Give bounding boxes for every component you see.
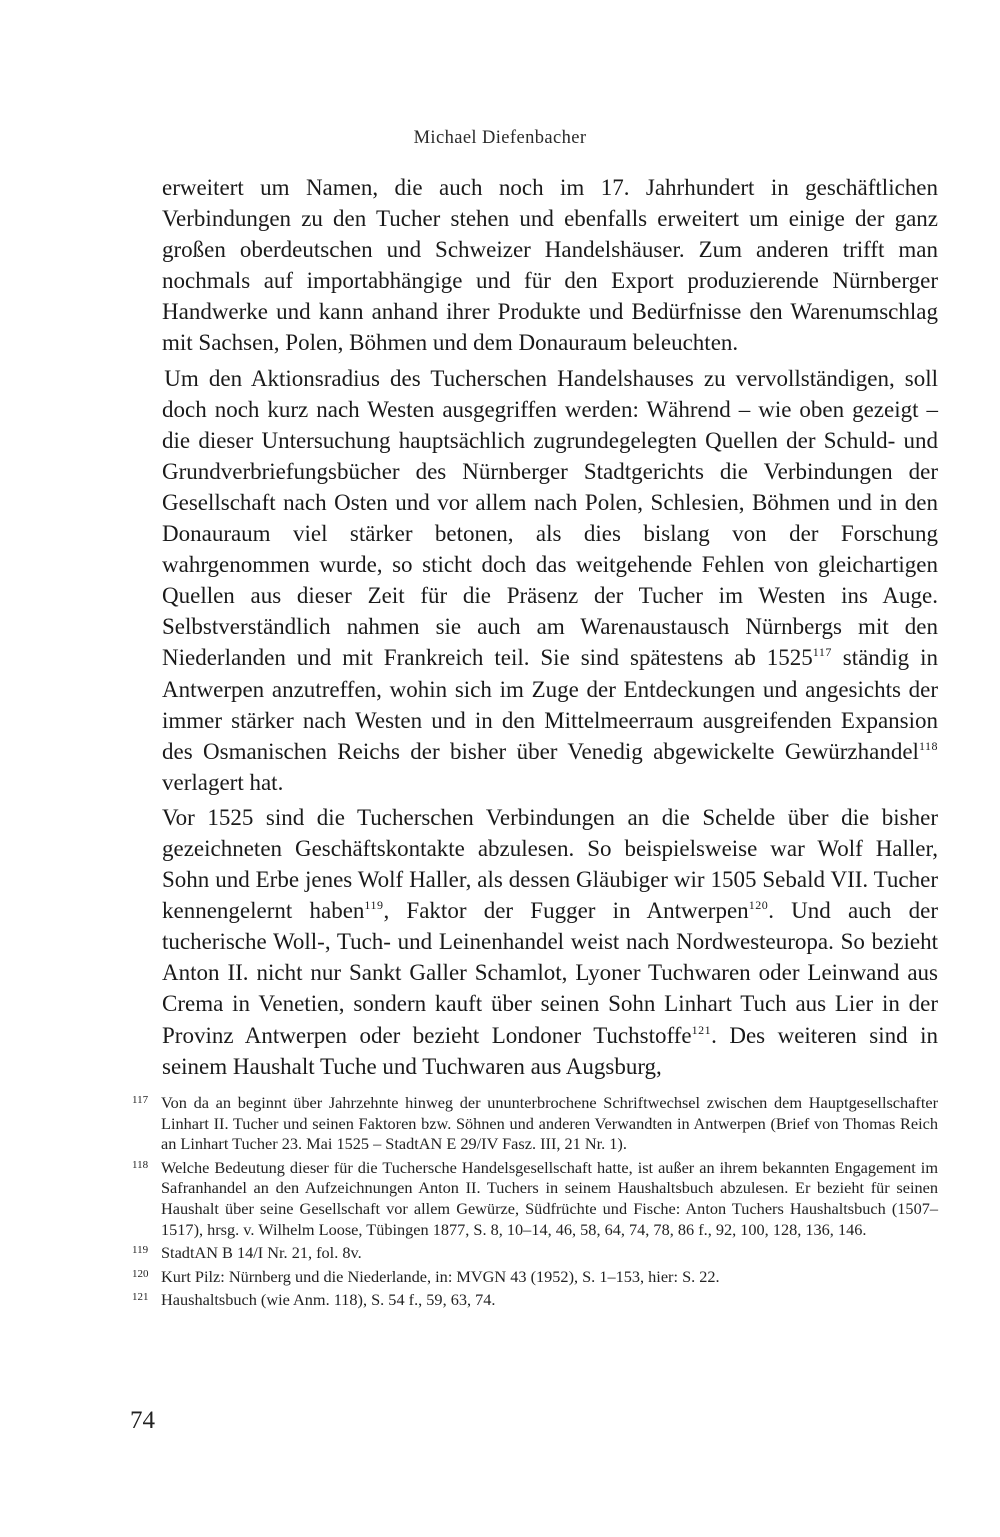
- footnote-number: 117: [132, 1094, 149, 1106]
- footnote-ref: 120: [748, 898, 769, 913]
- footnote-text: StadtAN B 14/I Nr. 21, fol. 8v.: [161, 1243, 362, 1263]
- footnote-number: 118: [132, 1158, 149, 1171]
- paragraph-1: [162, 172, 938, 359]
- footnote-number: 120: [132, 1267, 149, 1280]
- footnote: [132, 1158, 938, 1240]
- footnote-text: Von da an beginnt über Jahrzehnte hinweg der ununterbrochene Schriftwechsel zwischen dem Hauptgesellschafter Linhart II. Tucher und seinen Faktoren bzw. Söhnen und anderen Verwandten in Antwerpen (Brief von Thomas Reich an Linhart Tucher 23. Mai 1525 – StadtAN E 29/IV Fasz. III, 21 Nr. 1).: [161, 1093, 938, 1154]
- paragraph-text: , Faktor der Fugger in Antwerpen: [383, 898, 749, 924]
- paragraph-text: verlagert hat.: [162, 769, 284, 795]
- footnote-ref: 121: [691, 1022, 712, 1037]
- footnote-number: 121: [132, 1291, 149, 1304]
- footnote-text: Kurt Pilz: Nürnberg und die Niederlande, in: MVGN 43 (1952), S. 1–153, hier: S. 22.: [161, 1266, 720, 1286]
- footnote: [132, 1243, 938, 1264]
- page-number: 74: [130, 1407, 155, 1434]
- paragraph-2: [162, 363, 938, 798]
- footnote-ref: 119: [364, 898, 384, 913]
- paragraph-3: [162, 802, 938, 1082]
- main-text: [162, 172, 938, 1082]
- paragraph-text: . Des weiteren sind in seinem Haushalt Tuche und Tuchwaren aus Augsburg,: [162, 1022, 938, 1079]
- running-head: Michael Diefenbacher: [413, 128, 587, 148]
- footnote: [132, 1093, 938, 1155]
- footnote-number: 119: [132, 1244, 149, 1257]
- footnote-ref: 118: [918, 738, 938, 753]
- footnote: [132, 1290, 938, 1311]
- footnote: [132, 1267, 938, 1288]
- footnote-text: Welche Bedeutung dieser für die Tuchersche Handelsgesellschaft hatte, ist außer an ihrem bekannten Engagement im Safranhandel an den Aufzeichnungen Anton II. Tuchers in seinem Haushaltsbuch abzulesen. Er bezieht für seinen Haushalt über seine Gesellschaft vor allem Gewürze, Südfrüchte und Fische: Anton Tuchers Haushaltsbuch (1507–1517), hrsg. v. Wilhelm Loose, Tübingen 1877, S. 8, 10–14, 46, 58, 64, 74, 78, 86 f., 92, 100, 128, 136, 146.: [161, 1157, 938, 1239]
- footnote-text: Haushaltsbuch (wie Anm. 118), S. 54 f., 59, 63, 74.: [161, 1290, 496, 1310]
- paragraph-text: erweitert um Namen, die auch noch im 17. Jahrhundert in geschäftlichen Verbindungen zu den Tucher stehen und ebenfalls erweitert um einige der ganz großen oberdeutschen und Schweizer Handelshäuser. Zum anderen trifft man nochmals auf importabhängige und für den Export produzierende Nürnberger Handwerke und kann anhand ihrer Produkte und Bedürfnisse den Warenumschlag mit Sachsen, Polen, Böhmen und dem Donauraum beleuchten.: [162, 175, 938, 356]
- paragraph-text: Um den Aktionsradius des Tucherschen Handelshauses zu vervollständigen, soll doch noch kurz nach Westen ausgegriffen werden: Während – wie oben gezeigt – die dieser Untersuchung hauptsächlich zugrundegelegten Quellen der Schuld- und Grundverbriefungsbücher des Nürnberger Stadtgerichts die Verbindungen der Gesellschaft nach Osten und vor allem nach Polen, Schlesien, Böhmen und in den Donauraum viel stärker betonen, als dies bislang von der Forschung wahrgenommen wurde, so sticht doch das weitgehende Fehlen von gleichartigen Quellen aus dieser Zeit für die Präsenz der Tucher im Westen ins Auge. Selbstverständlich nahmen sie auch am Warenaustausch Nürnbergs mit den Niederlanden und mit Frankreich teil. Sie sind spätestens ab 1525: [162, 365, 938, 671]
- paragraph-text: . Und auch der tucherische Woll-, Tuch- und Leinenhandel weist nach Nordwesteuropa. So bezieht Anton II. nicht nur Sankt Galler Schamlot, Lyoner Tuchwaren oder Leinwand aus Crema in Venetien, sondern kauft über seinen Sohn Linhart Tuch aus Lier in der Provinz Antwerpen oder bezieht Londoner Tuchstoffe: [162, 898, 938, 1048]
- paragraph-text: Vor 1525 sind die Tucherschen Verbindungen an die Schelde über die bisher gezeichneten Geschäftskontakte abzulesen. So beispielsweise war Wolf Haller, Sohn und Erbe jenes Wolf Haller, als dessen Gläubiger wir 1505 Sebald VII. Tucher kennengelernt haben: [162, 804, 938, 924]
- footnotes: [132, 1093, 938, 1314]
- paragraph-text: ständig in Antwerpen anzutreffen, wohin sich im Zuge der Entdeckungen und angesichts der immer stärker nach Westen und in den Mittelmeerraum ausgreifenden Expansion des Osmanischen Reichs der bisher über Venedig abgewickelte Gewürzhandel: [162, 645, 938, 764]
- footnote-ref: 117: [812, 645, 832, 660]
